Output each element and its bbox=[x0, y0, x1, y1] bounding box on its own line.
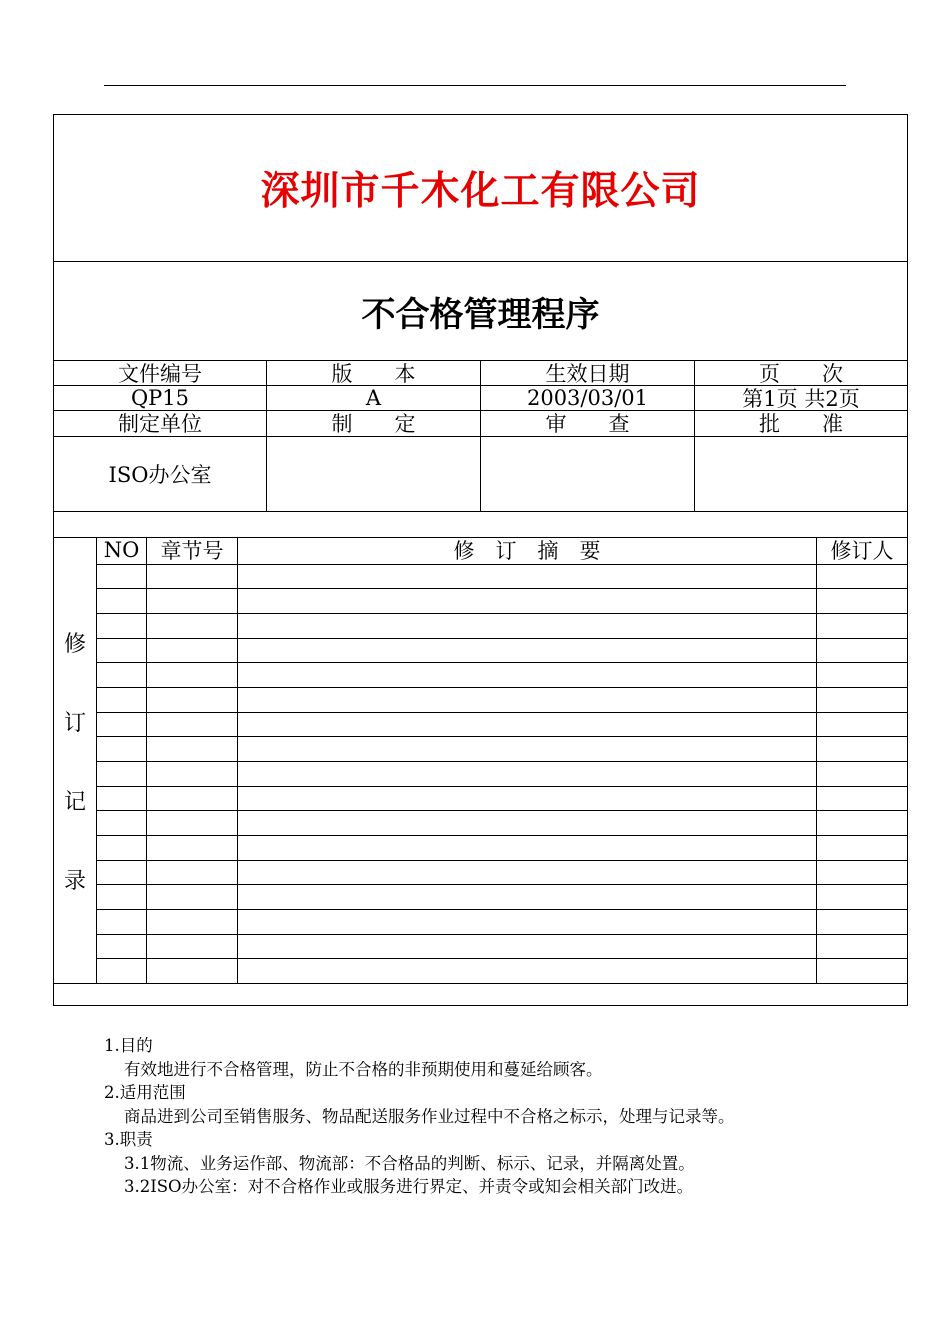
section-responsibility-item-2: 3.2ISO办公室：对不合格作业或服务进行界定、并责令或知会相关部门改进。 bbox=[124, 1177, 694, 1196]
value-issuing-unit: ISO办公室 bbox=[108, 462, 212, 487]
table-row bbox=[96, 687, 907, 688]
header-rule bbox=[104, 85, 846, 86]
value-effective-date: 2003/03/01 bbox=[526, 385, 649, 410]
label-file-number: 文件编号 bbox=[118, 361, 202, 386]
value-approved bbox=[695, 436, 907, 511]
value-page: 第1页 共2页 bbox=[742, 386, 860, 411]
section-scope-heading: 2.适用范围 bbox=[104, 1083, 186, 1102]
section-responsibility-heading: 3.职责 bbox=[104, 1130, 153, 1149]
table-row bbox=[96, 909, 907, 910]
table-row bbox=[96, 934, 907, 935]
section-responsibility-item-1: 3.1物流、业务运作部、物流部：不合格品的判断、标示、记录，并隔离处置。 bbox=[124, 1153, 695, 1173]
label-effective-date: 生效日期 bbox=[545, 361, 630, 386]
label-prepared: 制 定 bbox=[331, 412, 416, 436]
cover-table bbox=[53, 114, 908, 1006]
table-row bbox=[96, 736, 907, 737]
value-version: A bbox=[365, 385, 382, 410]
label-page: 页 次 bbox=[759, 361, 843, 386]
value-file-number: QP15 bbox=[130, 385, 190, 410]
section-purpose-text: 有效地进行不合格管理，防止不合格的非预期使用和蔓延给顾客。 bbox=[124, 1059, 603, 1079]
table-row bbox=[96, 958, 907, 959]
value-reviewed bbox=[481, 436, 694, 511]
section-scope-text: 商品进到公司至销售服务、物品配送服务作业过程中不合格之标示，处理与记录等。 bbox=[124, 1106, 735, 1126]
table-row bbox=[96, 712, 907, 713]
procedure-body bbox=[104, 1034, 864, 1199]
label-version: 版 本 bbox=[331, 361, 416, 386]
table-row bbox=[96, 810, 907, 811]
value-prepared bbox=[267, 436, 480, 511]
label-reviewed: 审 查 bbox=[545, 412, 630, 436]
table-row bbox=[96, 835, 907, 836]
revision-col-reviser: 修订人 bbox=[830, 539, 894, 563]
table-row bbox=[96, 884, 907, 885]
table-row bbox=[96, 662, 907, 663]
revision-record-label: 修 订 记 录 bbox=[63, 632, 86, 894]
revision-col-no: NO bbox=[103, 538, 140, 562]
label-approved: 批 准 bbox=[759, 412, 843, 436]
table-row bbox=[96, 786, 907, 787]
table-row bbox=[96, 860, 907, 861]
table-row bbox=[96, 613, 907, 614]
revision-col-section: 章节号 bbox=[160, 539, 224, 563]
company-name: 深圳市千木化工有限公司 bbox=[260, 168, 701, 214]
table-row bbox=[96, 761, 907, 762]
table-row bbox=[96, 588, 907, 589]
label-issuing-unit: 制定单位 bbox=[118, 412, 202, 436]
section-purpose-heading: 1.目的 bbox=[104, 1036, 153, 1055]
table-row bbox=[96, 638, 907, 639]
document-title: 不合格管理程序 bbox=[361, 294, 600, 335]
table-row bbox=[96, 564, 907, 565]
revision-col-summary: 修 订 摘 要 bbox=[453, 539, 601, 563]
